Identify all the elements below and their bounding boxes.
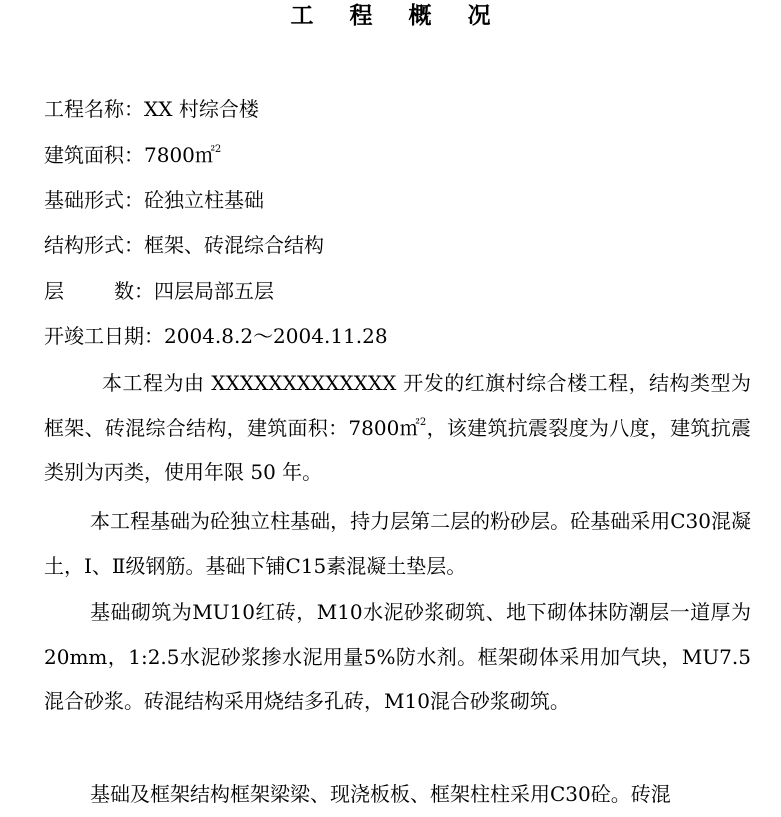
superscript: 2: [214, 144, 222, 155]
info-label: 工程名称：: [44, 97, 144, 121]
info-label: 开竣工日期：: [44, 324, 164, 348]
superscript: 2: [419, 416, 427, 428]
info-label: 数：: [114, 279, 154, 303]
info-value: 框架、砖混综合结构: [144, 233, 324, 257]
paragraph-project-overview: [44, 361, 751, 495]
info-value: 四层局部五层: [154, 279, 274, 303]
info-label: 基础形式：: [44, 188, 144, 212]
info-label: 建筑面积：: [44, 143, 144, 167]
info-value: 7800㎡: [144, 143, 215, 167]
paragraph-frame-structure: 基础及框架结构框架梁梁、现浇板板、框架柱柱采用C30砼。砖混: [90, 782, 671, 806]
info-floors: [44, 278, 274, 304]
paragraph-text: 本工程为由 XXXXXXXXXXXXX 开发的红旗村综合楼工程，结构类型为框架、砖混综合结构，建筑面积：7800㎡: [44, 371, 751, 440]
paragraph-text: ，该建筑抗震裂度为八度，建筑抗震类别为丙类，使用年限 50 年。: [44, 415, 751, 484]
page-title: 工 程 概 况: [290, 2, 505, 29]
info-value: 2004.8.2～2004.11.28: [164, 324, 388, 348]
info-building-area: [44, 142, 221, 168]
paragraph-masonry: 基础砌筑为MU10红砖，M10水泥砂浆砌筑、地下砌体抹防潮层一道厚为20mm，1:2.5水泥砂浆掺水泥用量5%防水剂。框架砌体采用加气块，MU7.5混合砂浆。砖混结构采用烧结多孔砖，M10混合砂浆砌筑。: [44, 600, 751, 713]
info-label: 层: [44, 279, 64, 303]
info-project-name: [44, 96, 259, 122]
info-construction-dates: [44, 323, 388, 349]
info-value: XX 村综合楼: [144, 97, 259, 121]
info-label: 结构形式：: [44, 233, 144, 257]
info-foundation-type: [44, 187, 264, 213]
paragraph-foundation: 本工程基础为砼独立柱基础，持力层第二层的粉砂层。砼基础采用C30混凝土，Ⅰ、Ⅱ级钢筋。基础下铺C15素混凝土垫层。: [44, 509, 751, 578]
info-value: 砼独立柱基础: [144, 188, 264, 212]
info-structure-type: [44, 232, 324, 258]
